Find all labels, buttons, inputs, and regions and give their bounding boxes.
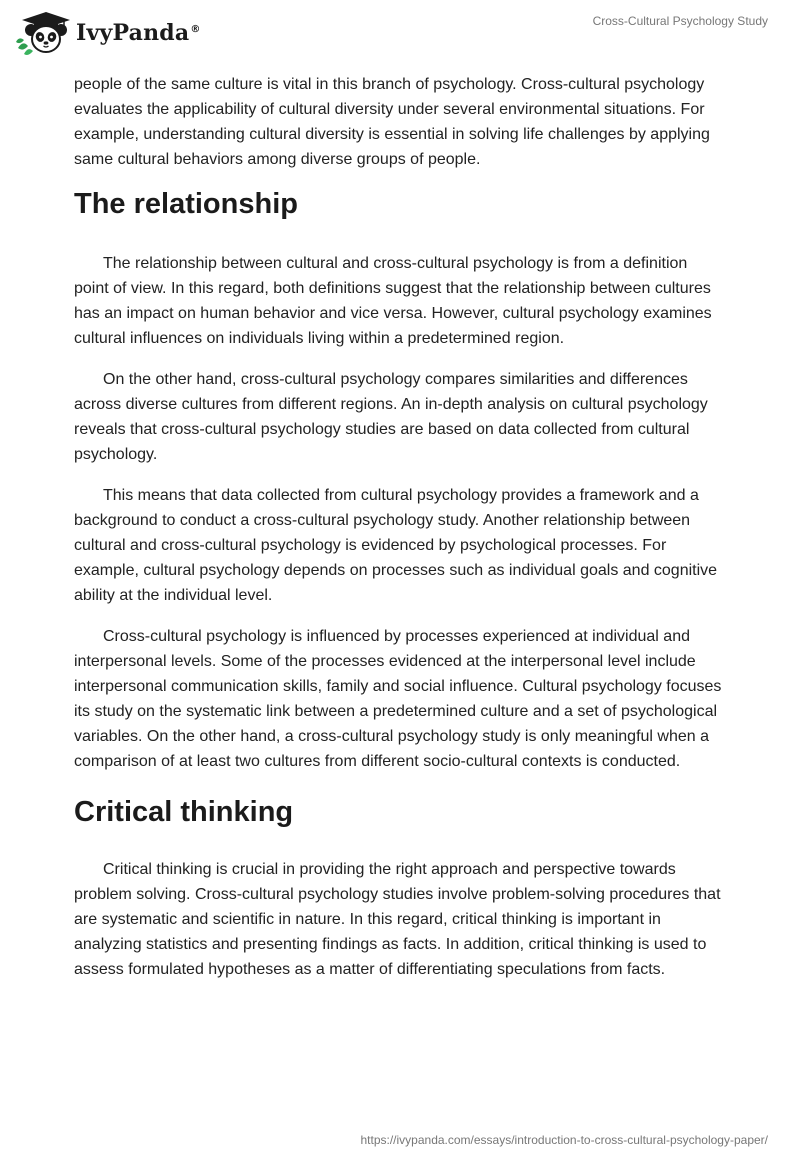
panda-graduate-icon	[14, 8, 70, 56]
logo-text: IvyPanda®	[76, 20, 201, 46]
ivypanda-logo[interactable]	[14, 8, 201, 56]
paragraph: Cross-cultural psychology is influenced by processes experienced at individual and interpersonal levels. Some of the processes evidenced at the interpersonal level include interpersonal communication skills, family and social influence. Cultural psychology focuses its study on the systematic link between a predetermined culture and a set of psychological variables. On the other hand, a cross-cultural psychology study is only meaningful when a comparison of at least two cultures from different socio-cultural contexts is conducted.	[74, 628, 722, 770]
document-title: Cross-Cultural Psychology Study	[592, 14, 768, 28]
source-url[interactable]: https://ivypanda.com/essays/introduction-to-cross-cultural-psychology-paper/	[360, 1133, 768, 1147]
paragraph: Critical thinking is crucial in providing the right approach and perspective towards problem solving. Cross-cultural psychology studies involve problem-solving procedures that are systematic and scientific in nature. In this regard, critical thinking is important in analyzing statistics and presenting findings as facts. In addition, critical thinking is used to assess formulated hypotheses as a matter of differentiating speculations from facts.	[74, 861, 721, 978]
section-heading-critical-thinking: Critical thinking	[74, 796, 294, 828]
essay-content	[74, 72, 724, 998]
intro-paragraph: people of the same culture is vital in this branch of psychology. Cross-cultural psychology evaluates the applicability of cultural diversity under several environmental situations. For example, understanding cultural diversity is essential in solving life challenges by applying same cultural behaviors among diverse groups of people.	[74, 76, 710, 168]
paragraph: On the other hand, cross-cultural psychology compares similarities and differences across diverse cultures from different regions. An in-depth analysis on cultural psychology reveals that cross-cultural psychology studies are based on data collected from cultural psychology.	[74, 371, 708, 463]
paragraph: The relationship between cultural and cross-cultural psychology is from a definition point of view. In this regard, both definitions suggest that the relationship between cultures has an impact on human behavior and vice versa. However, cultural psychology examines cultural influences on individuals living within a predetermined region.	[74, 255, 712, 347]
section-heading-relationship: The relationship	[74, 188, 298, 220]
paragraph: This means that data collected from cultural psychology provides a framework and a background to conduct a cross-cultural psychology study. Another relationship between cultural and cross-cultural psychology is evidenced by psychological processes. For example, cultural psychology depends on processes such as individual goals and cognitive ability at the individual level.	[74, 487, 718, 604]
page-header	[0, 0, 800, 60]
